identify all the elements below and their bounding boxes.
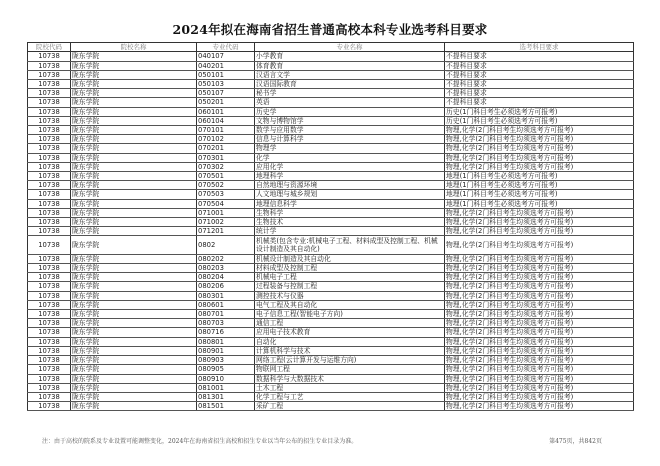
cell-subject-requirement: 不提科目要求: [445, 80, 634, 89]
cell-major-name: 生物技术: [255, 218, 445, 227]
cell-major-name: 土木工程: [255, 383, 445, 392]
cell-subject-requirement: 物理,化学(2门科目考生均须选考方可报考): [445, 310, 634, 319]
cell-major-code: 080206: [197, 282, 255, 291]
cell-major-code: 071201: [197, 227, 255, 236]
table-row: [28, 346, 634, 355]
table-row: [28, 273, 634, 282]
cell-school-name: 陇东学院: [71, 383, 197, 392]
subject-requirements-table: [27, 42, 634, 411]
cell-major-name: 自动化: [255, 337, 445, 346]
cell-subject-requirement: 物理,化学(2门科目考生均须选考方可报考): [445, 236, 634, 254]
cell-subject-requirement: 不提科目要求: [445, 61, 634, 70]
cell-school-name: 陇东学院: [71, 52, 197, 61]
cell-major-name: 秘书学: [255, 89, 445, 98]
cell-school-name: 陇东学院: [71, 282, 197, 291]
table-row: [28, 328, 634, 337]
cell-major-code: 070102: [197, 135, 255, 144]
cell-subject-requirement: 地理(1门科目考生必须选考方可报考): [445, 199, 634, 208]
cell-major-code: 081301: [197, 392, 255, 401]
cell-major-name: 英语: [255, 98, 445, 107]
cell-subject-requirement: 物理,化学(2门科目考生均须选考方可报考): [445, 383, 634, 392]
cell-school-code: 10738: [28, 356, 71, 365]
cell-school-name: 陇东学院: [71, 264, 197, 273]
cell-major-code: 050107: [197, 89, 255, 98]
table-row: [28, 135, 634, 144]
table-row: [28, 365, 634, 374]
table-row: [28, 162, 634, 171]
cell-major-name: 自然地理与资源环境: [255, 181, 445, 190]
cell-major-code: 071001: [197, 208, 255, 217]
cell-school-name: 陇东学院: [71, 126, 197, 135]
cell-school-code: 10738: [28, 273, 71, 282]
cell-subject-requirement: 不提科目要求: [445, 89, 634, 98]
cell-school-code: 10738: [28, 227, 71, 236]
header-major-code: 专业代码: [197, 43, 255, 52]
header-subject-requirement: 选考科目要求: [445, 43, 634, 52]
cell-school-name: 陇东学院: [71, 365, 197, 374]
cell-school-code: 10738: [28, 61, 71, 70]
table-row: [28, 254, 634, 263]
cell-major-name: 物理学: [255, 144, 445, 153]
cell-subject-requirement: 物理,化学(2门科目考生均须选考方可报考): [445, 291, 634, 300]
cell-major-name: 地理信息科学: [255, 199, 445, 208]
cell-school-code: 10738: [28, 254, 71, 263]
table-row: [28, 236, 634, 254]
cell-major-code: 050201: [197, 98, 255, 107]
cell-subject-requirement: 物理,化学(2门科目考生均须选考方可报考): [445, 162, 634, 171]
cell-subject-requirement: 物理,化学(2门科目考生均须选考方可报考): [445, 218, 634, 227]
cell-subject-requirement: 物理,化学(2门科目考生均须选考方可报考): [445, 273, 634, 282]
cell-school-code: 10738: [28, 107, 71, 116]
cell-school-code: 10738: [28, 282, 71, 291]
cell-major-code: 070502: [197, 181, 255, 190]
cell-subject-requirement: 地理(1门科目考生必须选考方可报考): [445, 172, 634, 181]
cell-major-code: 080601: [197, 300, 255, 309]
cell-subject-requirement: 物理,化学(2门科目考生均须选考方可报考): [445, 337, 634, 346]
cell-subject-requirement: 不提科目要求: [445, 52, 634, 61]
cell-major-name: 机械设计制造及其自动化: [255, 254, 445, 263]
table-row: [28, 70, 634, 79]
cell-school-name: 陇东学院: [71, 70, 197, 79]
table-row: [28, 291, 634, 300]
cell-major-code: 080203: [197, 264, 255, 273]
cell-major-name: 地理科学: [255, 172, 445, 181]
cell-major-code: 080202: [197, 254, 255, 263]
cell-major-name: 汉语言文学: [255, 70, 445, 79]
table-row: [28, 319, 634, 328]
cell-major-code: 080905: [197, 365, 255, 374]
cell-subject-requirement: 物理,化学(2门科目考生均须选考方可报考): [445, 153, 634, 162]
table-row: [28, 310, 634, 319]
cell-school-code: 10738: [28, 153, 71, 162]
cell-major-name: 生物科学: [255, 208, 445, 217]
table-row: [28, 227, 634, 236]
cell-major-code: 040107: [197, 52, 255, 61]
cell-major-code: 080901: [197, 346, 255, 355]
cell-subject-requirement: 物理,化学(2门科目考生均须选考方可报考): [445, 365, 634, 374]
cell-subject-requirement: 物理,化学(2门科目考生均须选考方可报考): [445, 227, 634, 236]
table-row: [28, 374, 634, 383]
cell-subject-requirement: 不提科目要求: [445, 70, 634, 79]
cell-major-name: 应用电子技术教育: [255, 328, 445, 337]
table-row: [28, 172, 634, 181]
cell-major-name: 化学: [255, 153, 445, 162]
cell-major-name: 机械类(包含专业:机械电子工程、材料成型及控制工程、机械设计制造及其自动化): [255, 236, 445, 254]
cell-major-name: 电气工程及其自动化: [255, 300, 445, 309]
cell-major-name: 网络工程(云计算开发与运维方向): [255, 356, 445, 365]
cell-major-name: 人文地理与城乡规划: [255, 190, 445, 199]
cell-school-code: 10738: [28, 236, 71, 254]
cell-school-name: 陇东学院: [71, 89, 197, 98]
cell-major-name: 材料成型及控制工程: [255, 264, 445, 273]
cell-major-name: 机械电子工程: [255, 273, 445, 282]
cell-school-name: 陇东学院: [71, 374, 197, 383]
cell-school-code: 10738: [28, 300, 71, 309]
cell-school-name: 陇东学院: [71, 273, 197, 282]
cell-subject-requirement: 物理,化学(2门科目考生均须选考方可报考): [445, 374, 634, 383]
page-indicator: 第475页，共842页: [549, 438, 602, 445]
cell-major-name: 历史学: [255, 107, 445, 116]
cell-major-name: 计算机科学与技术: [255, 346, 445, 355]
cell-major-name: 文物与博物馆学: [255, 116, 445, 125]
cell-major-name: 测控技术与仪器: [255, 291, 445, 300]
table-row: [28, 181, 634, 190]
cell-major-code: 070501: [197, 172, 255, 181]
table-row: [28, 126, 634, 135]
cell-school-code: 10738: [28, 172, 71, 181]
cell-school-name: 陇东学院: [71, 208, 197, 217]
table-row: [28, 144, 634, 153]
header-school-name: 院校名称: [71, 43, 197, 52]
cell-school-name: 陇东学院: [71, 172, 197, 181]
table-row: [28, 392, 634, 401]
cell-subject-requirement: 不提科目要求: [445, 98, 634, 107]
table-row: [28, 356, 634, 365]
cell-school-name: 陇东学院: [71, 116, 197, 125]
cell-major-code: 070201: [197, 144, 255, 153]
cell-school-name: 陇东学院: [71, 337, 197, 346]
table-row: [28, 337, 634, 346]
cell-subject-requirement: 物理,化学(2门科目考生均须选考方可报考): [445, 346, 634, 355]
cell-school-code: 10738: [28, 328, 71, 337]
cell-major-code: 080801: [197, 337, 255, 346]
cell-major-code: 080204: [197, 273, 255, 282]
cell-subject-requirement: 物理,化学(2门科目考生均须选考方可报考): [445, 208, 634, 217]
cell-subject-requirement: 物理,化学(2门科目考生均须选考方可报考): [445, 402, 634, 411]
cell-school-code: 10738: [28, 80, 71, 89]
cell-school-code: 10738: [28, 365, 71, 374]
cell-school-code: 10738: [28, 208, 71, 217]
cell-major-code: 050101: [197, 70, 255, 79]
cell-major-name: 化学工程与工艺: [255, 392, 445, 401]
table-row: [28, 282, 634, 291]
cell-major-code: 080903: [197, 356, 255, 365]
cell-major-name: 统计学: [255, 227, 445, 236]
cell-school-code: 10738: [28, 98, 71, 107]
footer-note: 注：由于高校的院系及专业设置可能调整变化，2024年在海南省招生高校和招生专业以当年公布的招生专业目录为准。: [42, 438, 358, 445]
table-row: [28, 300, 634, 309]
cell-major-code: 0802: [197, 236, 255, 254]
cell-school-name: 陇东学院: [71, 107, 197, 116]
cell-major-name: 体育教育: [255, 61, 445, 70]
cell-major-code: 040201: [197, 61, 255, 70]
cell-subject-requirement: 地理(1门科目考生必须选考方可报考): [445, 190, 634, 199]
cell-school-name: 陇东学院: [71, 319, 197, 328]
cell-school-name: 陇东学院: [71, 190, 197, 199]
cell-major-name: 采矿工程: [255, 402, 445, 411]
cell-school-code: 10738: [28, 144, 71, 153]
cell-school-name: 陇东学院: [71, 310, 197, 319]
cell-school-code: 10738: [28, 310, 71, 319]
cell-school-code: 10738: [28, 218, 71, 227]
cell-major-name: 物联网工程: [255, 365, 445, 374]
table-row: [28, 402, 634, 411]
cell-school-name: 陇东学院: [71, 199, 197, 208]
table-row: [28, 61, 634, 70]
cell-school-name: 陇东学院: [71, 80, 197, 89]
cell-school-name: 陇东学院: [71, 236, 197, 254]
cell-major-code: 070101: [197, 126, 255, 135]
cell-subject-requirement: 物理,化学(2门科目考生均须选考方可报考): [445, 319, 634, 328]
cell-major-code: 070503: [197, 190, 255, 199]
cell-school-name: 陇东学院: [71, 227, 197, 236]
table-header-row: [28, 43, 634, 52]
cell-subject-requirement: 物理,化学(2门科目考生均须选考方可报考): [445, 300, 634, 309]
cell-school-code: 10738: [28, 392, 71, 401]
table-row: [28, 89, 634, 98]
cell-school-code: 10738: [28, 383, 71, 392]
cell-major-code: 060101: [197, 107, 255, 116]
cell-major-code: 050103: [197, 80, 255, 89]
cell-subject-requirement: 地理(1门科目考生必须选考方可报考): [445, 181, 634, 190]
cell-subject-requirement: 物理,化学(2门科目考生均须选考方可报考): [445, 328, 634, 337]
table-row: [28, 153, 634, 162]
cell-major-name: 通信工程: [255, 319, 445, 328]
cell-school-name: 陇东学院: [71, 300, 197, 309]
cell-major-code: 081501: [197, 402, 255, 411]
cell-major-name: 过程装备与控制工程: [255, 282, 445, 291]
cell-subject-requirement: 物理,化学(2门科目考生均须选考方可报考): [445, 144, 634, 153]
cell-major-code: 060104: [197, 116, 255, 125]
cell-subject-requirement: 物理,化学(2门科目考生均须选考方可报考): [445, 282, 634, 291]
cell-school-code: 10738: [28, 52, 71, 61]
cell-subject-requirement: 物理,化学(2门科目考生均须选考方可报考): [445, 254, 634, 263]
cell-school-code: 10738: [28, 181, 71, 190]
cell-school-name: 陇东学院: [71, 254, 197, 263]
cell-major-code: 070504: [197, 199, 255, 208]
page-title: 2024年拟在海南省招生普通高校本科专业选考科目要求: [172, 22, 488, 37]
table-row: [28, 264, 634, 273]
cell-school-name: 陇东学院: [71, 135, 197, 144]
cell-subject-requirement: 历史(1门科目考生必须选考方可报考): [445, 107, 634, 116]
cell-school-code: 10738: [28, 89, 71, 98]
header-school-code: 院校代码: [28, 43, 71, 52]
cell-school-code: 10738: [28, 162, 71, 171]
cell-school-name: 陇东学院: [71, 218, 197, 227]
cell-school-name: 陇东学院: [71, 328, 197, 337]
cell-subject-requirement: 物理,化学(2门科目考生均须选考方可报考): [445, 126, 634, 135]
cell-school-name: 陇东学院: [71, 346, 197, 355]
table-row: [28, 190, 634, 199]
cell-subject-requirement: 物理,化学(2门科目考生均须选考方可报考): [445, 264, 634, 273]
cell-school-code: 10738: [28, 337, 71, 346]
cell-school-code: 10738: [28, 135, 71, 144]
table-row: [28, 383, 634, 392]
table-row: [28, 107, 634, 116]
cell-major-name: 应用化学: [255, 162, 445, 171]
cell-school-name: 陇东学院: [71, 98, 197, 107]
cell-school-name: 陇东学院: [71, 162, 197, 171]
cell-school-name: 陇东学院: [71, 153, 197, 162]
cell-school-code: 10738: [28, 319, 71, 328]
cell-school-name: 陇东学院: [71, 402, 197, 411]
cell-major-code: 080301: [197, 291, 255, 300]
cell-school-name: 陇东学院: [71, 181, 197, 190]
cell-major-code: 080716: [197, 328, 255, 337]
table-row: [28, 98, 634, 107]
cell-school-name: 陇东学院: [71, 144, 197, 153]
table-row: [28, 199, 634, 208]
cell-major-name: 数学与应用数学: [255, 126, 445, 135]
table-row: [28, 80, 634, 89]
cell-major-code: 071002: [197, 218, 255, 227]
cell-school-code: 10738: [28, 291, 71, 300]
table-row: [28, 208, 634, 217]
cell-major-code: 080910: [197, 374, 255, 383]
cell-major-code: 081001: [197, 383, 255, 392]
cell-school-code: 10738: [28, 70, 71, 79]
cell-school-code: 10738: [28, 402, 71, 411]
cell-subject-requirement: 物理,化学(2门科目考生均须选考方可报考): [445, 392, 634, 401]
cell-school-name: 陇东学院: [71, 291, 197, 300]
cell-subject-requirement: 物理,化学(2门科目考生均须选考方可报考): [445, 135, 634, 144]
cell-school-code: 10738: [28, 190, 71, 199]
cell-major-name: 信息与计算科学: [255, 135, 445, 144]
cell-major-code: 070302: [197, 162, 255, 171]
cell-major-name: 小学教育: [255, 52, 445, 61]
cell-major-name: 汉语国际教育: [255, 80, 445, 89]
cell-school-code: 10738: [28, 374, 71, 383]
table-row: [28, 52, 634, 61]
cell-major-name: 数据科学与大数据技术: [255, 374, 445, 383]
cell-school-name: 陇东学院: [71, 356, 197, 365]
cell-school-code: 10738: [28, 346, 71, 355]
cell-school-code: 10738: [28, 199, 71, 208]
cell-school-name: 陇东学院: [71, 392, 197, 401]
cell-school-code: 10738: [28, 126, 71, 135]
cell-school-code: 10738: [28, 116, 71, 125]
cell-subject-requirement: 物理,化学(2门科目考生均须选考方可报考): [445, 356, 634, 365]
table-row: [28, 116, 634, 125]
cell-major-code: 080703: [197, 319, 255, 328]
cell-subject-requirement: 历史(1门科目考生必须选考方可报考): [445, 116, 634, 125]
cell-major-code: 080701: [197, 310, 255, 319]
cell-major-name: 电子信息工程(智能电子方向): [255, 310, 445, 319]
table-row: [28, 218, 634, 227]
cell-major-code: 070301: [197, 153, 255, 162]
cell-school-name: 陇东学院: [71, 61, 197, 70]
cell-school-code: 10738: [28, 264, 71, 273]
header-major-name: 专业名称: [255, 43, 445, 52]
